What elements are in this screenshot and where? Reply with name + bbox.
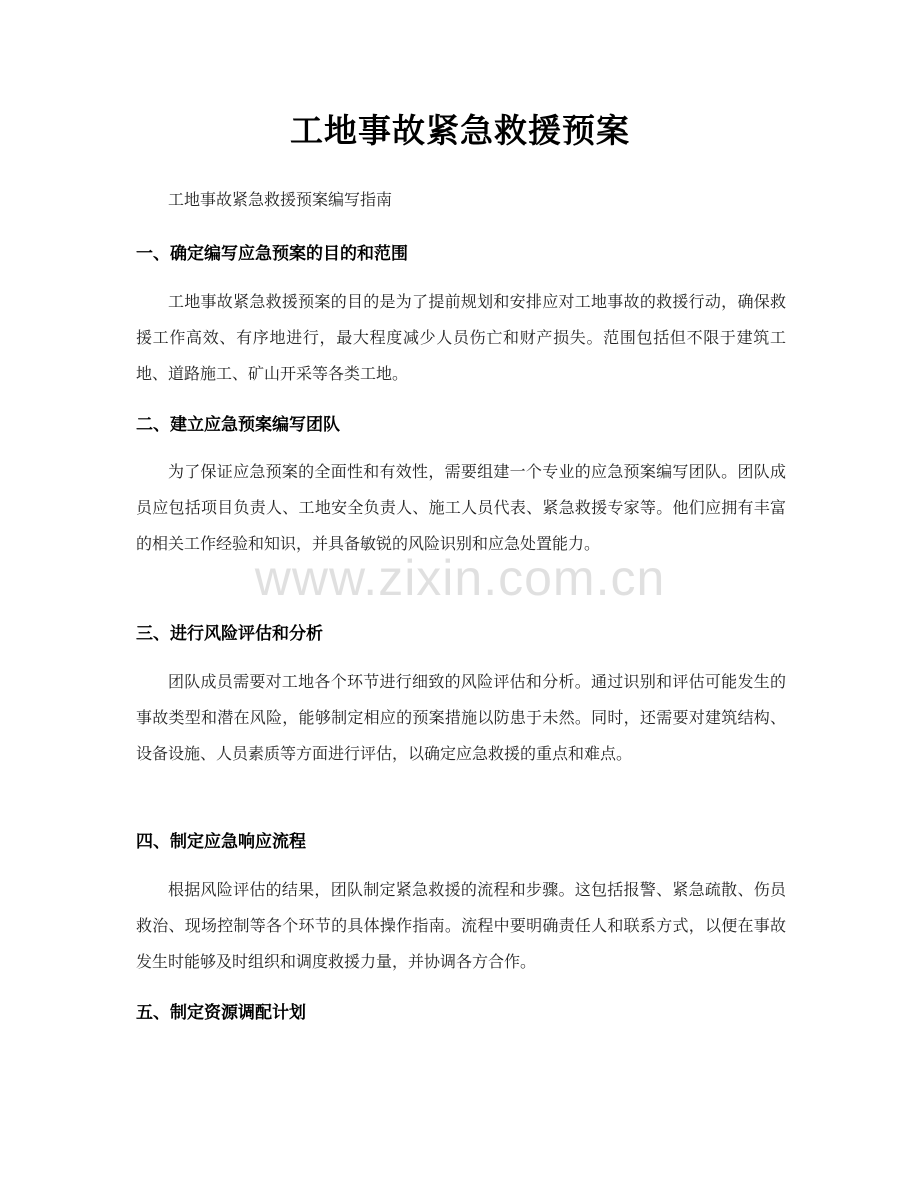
- section-body-2: 为了保证应急预案的全面性和有效性，需要组建一个专业的应急预案编写团队。团队成员应包括项目负责人、工地安全负责人、施工人员代表、紧急救援专家等。他们应拥有丰富的相关工作经验和知识，并具备敏锐的风险识别和应急处置能力。: [136, 462, 786, 553]
- section-heading-3: 三、进行风险评估和分析: [136, 624, 323, 644]
- section-heading-5: 五、制定资源调配计划: [136, 1003, 306, 1023]
- document-title: 工地事故紧急救援预案: [290, 111, 630, 150]
- section-heading-1: 一、确定编写应急预案的目的和范围: [136, 244, 408, 264]
- section-body-3: 团队成员需要对工地各个环节进行细致的风险评估和分析。通过识别和评估可能发生的事故类型和潜在风险，能够制定相应的预案措施以防患于未然。同时，还需要对建筑结构、设备设施、人员素质等方面进行评估，以确定应急救援的重点和难点。: [136, 672, 786, 763]
- section-heading-2: 二、建立应急预案编写团队: [136, 415, 340, 435]
- watermark: www.zixin.com.cn: [254, 550, 666, 606]
- section-body-1: 工地事故紧急救援预案的目的是为了提前规划和安排应对工地事故的救援行动，确保救援工作高效、有序地进行，最大程度减少人员伤亡和财产损失。范围包括但不限于建筑工地、道路施工、矿山开采等各类工地。: [136, 292, 786, 383]
- document-subtitle: 工地事故紧急救援预案编写指南: [168, 190, 393, 209]
- section-body-4: 根据风险评估的结果，团队制定紧急救援的流程和步骤。这包括报警、紧急疏散、伤员救治、现场控制等各个环节的具体操作指南。流程中要明确责任人和联系方式，以便在事故发生时能够及时组织和调度救援力量，并协调各方合作。: [136, 880, 786, 971]
- section-heading-4: 四、制定应急响应流程: [136, 832, 306, 852]
